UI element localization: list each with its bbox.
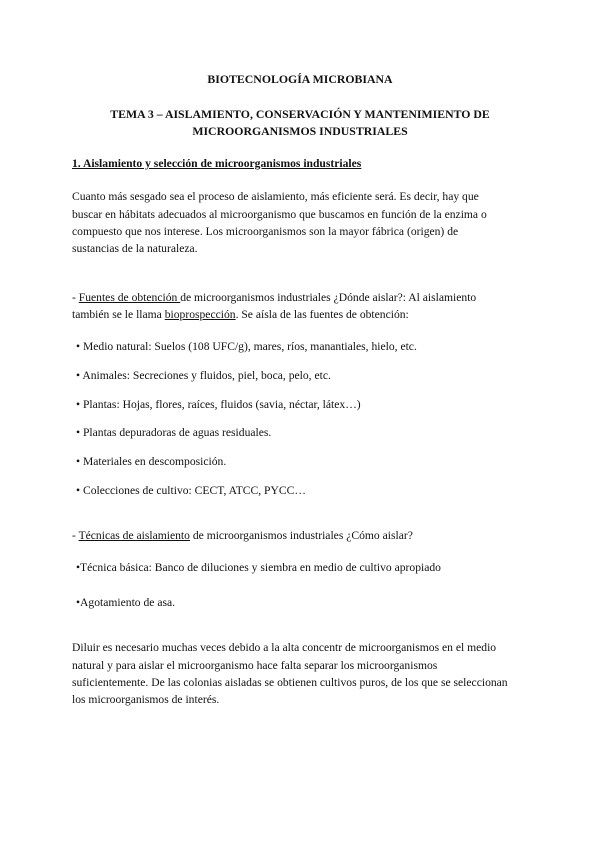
tecnicas-paragraph [72, 529, 413, 543]
fuentes-rest: de microorganismos industriales ¿Dónde aislar?: Al aislamiento [180, 291, 477, 304]
tecnicas-rest: de microorganismos industriales ¿Cómo aislar? [189, 529, 413, 542]
source-list-item: • Materiales en descomposición. [76, 455, 227, 468]
closing-line-2: natural y para aislar el microorganismo hace falta separar los microorganismos [72, 659, 438, 672]
fuentes-paragraph-line-2 [72, 308, 409, 322]
document-title: BIOTECNOLOGÍA MICROBIANA [207, 72, 393, 86]
closing-line-4: los microorganismos de interés. [72, 693, 220, 706]
source-list-item: • Animales: Secreciones y fluidos, piel, boca, pelo, etc. [76, 369, 331, 382]
bioprospeccion-term: bioprospección [164, 308, 236, 321]
section-heading: 1. Aislamiento y selección de microorganismos industriales [72, 157, 362, 170]
tecnicas-term: Técnicas de aislamiento [78, 529, 190, 542]
source-list-item: • Colecciones de cultivo: CECT, ATCC, PYCC… [76, 484, 306, 497]
fuentes-line2-prefix: también se le llama [72, 308, 165, 321]
source-list-item: • Plantas: Hojas, flores, raíces, fluidos (savia, néctar, látex…) [76, 398, 361, 411]
fuentes-paragraph-line-1 [72, 291, 476, 305]
source-list-item: • Medio natural: Suelos (108 UFC/g), mares, ríos, manantiales, hielo, etc. [76, 340, 417, 353]
closing-line-1: Diluir es necesario muchas veces debido a la alta concentr de microorganismos en el medio [72, 641, 497, 654]
fuentes-term: Fuentes de obtención [78, 291, 181, 304]
fuentes-prefix: - [72, 291, 79, 304]
intro-line-1: Cuanto más sesgado sea el proceso de aislamiento, más eficiente será. Es decir, hay que [72, 190, 479, 203]
technique-list-item: •Agotamiento de asa. [76, 596, 176, 609]
source-list-item: • Plantas depuradoras de aguas residuales. [76, 426, 272, 439]
technique-list-item: •Técnica básica: Banco de diluciones y siembra en medio de cultivo apropiado [76, 561, 441, 574]
topic-title-line-1: TEMA 3 – AISLAMIENTO, CONSERVACIÓN Y MANTENIMIENTO DE [110, 107, 490, 121]
closing-line-3: suficientemente. De las colonias aisladas se obtienen cultivos puros, de los que se seleccionan [72, 676, 508, 689]
fuentes-line2-rest: . Se aísla de las fuentes de obtención: [235, 308, 409, 321]
intro-line-4: sustancias de la naturaleza. [72, 242, 198, 255]
intro-line-3: compuesto que nos interese. Los microorganismos son la mayor fábrica (origen) de [72, 225, 459, 238]
topic-title-line-2: MICROORGANISMOS INDUSTRIALES [192, 124, 408, 138]
tecnicas-prefix: - [72, 529, 79, 542]
intro-line-2: buscar en hábitats adecuados al microorganismo que buscamos en función de la enzima o [72, 208, 487, 221]
